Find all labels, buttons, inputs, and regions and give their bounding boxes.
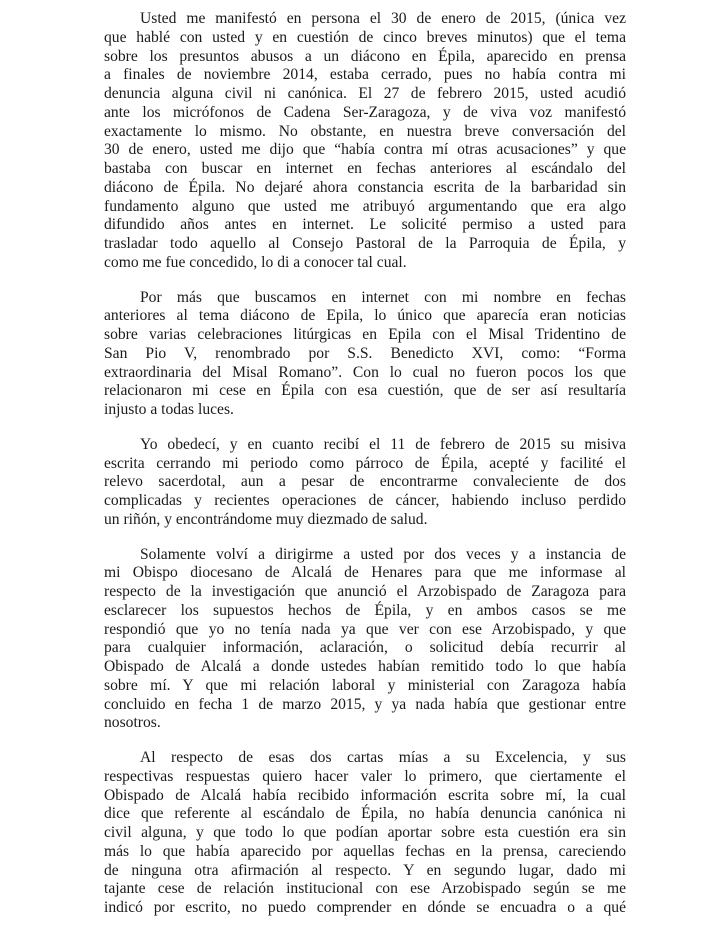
- text-line: Yo obedecí, y en cuanto recibí el 11 de febrero de 2015 su misiva: [140, 435, 626, 453]
- text-line: esclarecer los supuestos hechos de Épila, y en ambos casos se me: [104, 601, 626, 619]
- text-line: respecto de la investigación que anunció el Arzobispado de Zaragoza para: [104, 583, 626, 600]
- text-line: 30 de enero, usted me dijo que “había contra mí otras acusaciones” y que: [104, 141, 626, 159]
- text-line: relevo sacerdotal, aun a pesar de encontrarme convaleciente de dos: [104, 473, 626, 491]
- text-line: sobre varias celebraciones litúrgicas en Epila con el Misal Tridentino de: [104, 326, 626, 343]
- text-line: a finales de noviembre 2014, estaba cerrado, pues no había contra mi: [104, 66, 626, 84]
- paragraph: [104, 289, 626, 420]
- paragraph: [104, 749, 626, 918]
- document-body: [104, 10, 626, 934]
- text-line: de ninguna otra afirmación al respecto. Y en segundo lugar, dado mi: [104, 861, 626, 879]
- text-line: difundido años antes en internet. Le solicité permiso a usted para: [104, 216, 626, 234]
- text-line: sobre mí. Y que mi relación laboral y ministerial con Zaragoza había: [104, 676, 626, 694]
- text-line: Obispado de Alcalá a donde ustedes habían remitido todo lo que había: [104, 658, 626, 675]
- text-line: fundamento alguno que usted me atribuyó argumentando que era algo: [104, 197, 626, 215]
- text-line: anteriores al tema diácono de Epila, lo único que aparecía eran noticias: [104, 307, 626, 325]
- text-line: dice que referente al escándalo de Épila, no había denuncia canónica ni: [104, 805, 626, 823]
- text-line: para cualquier información, aclaración, o solicitud debía recurrir al: [104, 639, 626, 657]
- text-line: un riñón, y encontrándome muy diezmado de salud.: [104, 510, 428, 528]
- text-line: San Pio V, renombrado por S.S. Benedicto XVI, como: “Forma: [104, 344, 626, 362]
- text-line: civil alguna, y que todo lo que podían aportar sobre esta cuestión era sin: [104, 824, 626, 841]
- text-line: trasladar todo aquello al Consejo Pastoral de la Parroquia de Épila, y: [104, 235, 626, 252]
- text-line: extraordinaria del Misal Romano”. Con lo cual no fueron pocos los que: [104, 363, 626, 381]
- paragraph: [104, 436, 626, 530]
- text-line: Por más que buscamos en internet con mi nombre en fechas: [140, 288, 626, 306]
- text-line: nosotros.: [104, 714, 161, 732]
- text-line: más lo que había aparecido por aquellas fechas en la prensa, careciendo: [104, 842, 626, 860]
- text-line: exactamente lo mismo. No obstante, en nuestra breve conversación del: [104, 122, 626, 140]
- text-line: respectivas respuestas quiero hacer valer lo primero, que ciertamente el: [104, 767, 626, 785]
- text-line: indicó por escrito, no puedo comprender en dónde se encuadra o a qué: [104, 899, 626, 916]
- text-line: Usted me manifestó en persona el 30 de enero de 2015, (única vez: [140, 10, 626, 27]
- text-line: Obispado de Alcalá había recibido información escrita sobre mí, la cual: [104, 786, 626, 804]
- text-line: bastaba con buscar en internet en fechas anteriores al escándalo del: [104, 160, 626, 177]
- text-line: diácono de Épila. No dejaré ahora constancia escrita de la barbaridad sin: [104, 178, 626, 196]
- text-line: ante los micrófonos de Cadena Ser-Zaragoza, y de viva voz manifestó: [104, 103, 626, 121]
- text-line: complicadas y recientes operaciones de cáncer, habiendo incluso perdido: [104, 492, 626, 509]
- text-line: sobre los presuntos abusos a un diácono en Épila, aparecido en prensa: [104, 47, 626, 65]
- text-line: respondió que yo no tenía nada ya que ver con ese Arzobispado, y que: [104, 620, 626, 638]
- text-line: relacionaron mi cese en Épila con esa cuestión, que de ser así resultaría: [104, 382, 626, 400]
- text-line: escrita cerrando mi periodo como párroco de Épila, acepté y facilité el: [104, 454, 626, 472]
- text-line: injusto a todas luces.: [104, 401, 234, 418]
- text-line: denuncia alguna civil ni canónica. El 27 de febrero 2015, usted acudió: [104, 85, 626, 102]
- text-line: como me fue concedido, lo di a conocer tal cual.: [104, 253, 407, 271]
- text-line: concluido en fecha 1 de marzo 2015, y ya nada había que gestionar entre: [104, 695, 626, 713]
- text-line: Solamente volví a dirigirme a usted por dos veces y a instancia de: [140, 545, 626, 563]
- text-line: tajante cese de relación institucional con ese Arzobispado según se me: [104, 880, 626, 898]
- text-line: Al respecto de esas dos cartas mías a su Excelencia, y sus: [140, 749, 626, 766]
- text-line: que hablé con usted y en cuestión de cinco breves minutos) que el tema: [104, 28, 626, 46]
- text-line: mi Obispo diocesano de Alcalá de Henares para que me informase al: [104, 564, 626, 582]
- paragraph: [104, 546, 626, 734]
- paragraph: [104, 10, 626, 273]
